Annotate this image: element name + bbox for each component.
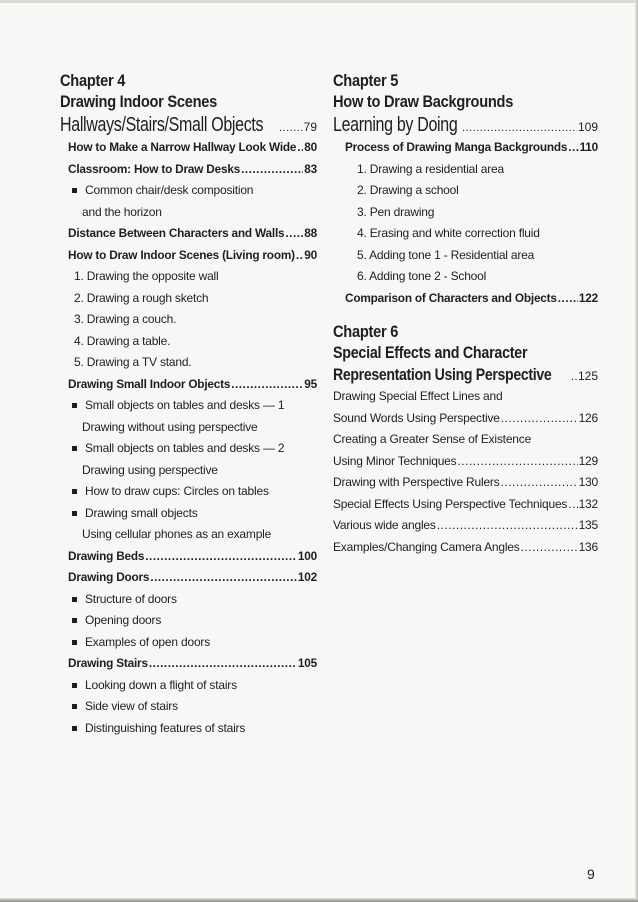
- spacer: [333, 309, 598, 321]
- entry-text: Comparison of Characters and Objects: [345, 290, 557, 305]
- entry-text: Distance Between Characters and Walls: [68, 226, 285, 240]
- toc-subentry: [60, 675, 317, 697]
- entry-text: Using Minor Techniques: [333, 453, 457, 468]
- entry-text: Common chair/desk composition: [85, 183, 254, 197]
- toc-entry: [60, 223, 317, 245]
- toc-step: [333, 223, 598, 245]
- chapter-6-title: Special Effects and Character: [333, 343, 528, 362]
- toc-step: [60, 288, 317, 310]
- entry-text: Opening doors: [85, 613, 162, 627]
- toc-entry: [60, 567, 317, 589]
- entry-text: 5. Adding tone 1 - Residential area: [357, 247, 535, 262]
- page-ref: 135: [578, 518, 598, 532]
- leader-dots: [241, 159, 303, 181]
- toc-subentry: [60, 610, 317, 632]
- bullet-icon: [72, 726, 77, 731]
- toc-subentry: [60, 718, 317, 740]
- bullet-icon: [72, 511, 77, 516]
- entry-text: 3. Drawing a couch.: [74, 312, 177, 326]
- toc-subentry: [60, 438, 317, 460]
- entry-text: Drawing Doors: [68, 570, 150, 584]
- chapter-4-section: [60, 113, 317, 137]
- bullet-icon: [72, 704, 77, 709]
- entry-text: 3. Pen drawing: [357, 204, 435, 219]
- toc-subentry: [60, 395, 317, 417]
- toc-step: [333, 266, 598, 288]
- page-ref: 90: [304, 247, 317, 262]
- leader-dots: [501, 408, 578, 430]
- page-ref: 109: [577, 120, 598, 134]
- bullet-icon: [72, 446, 77, 451]
- toc-step: [60, 352, 317, 374]
- bullet-icon: [72, 489, 77, 494]
- chapter-5-section: [333, 113, 598, 137]
- entry-text: Sound Words Using Perspective: [333, 410, 500, 425]
- entry-text: 1. Drawing the opposite wall: [74, 269, 219, 283]
- page-ref: 122: [578, 290, 598, 305]
- page-ref: 100: [297, 548, 317, 563]
- page-top-edge: [0, 0, 638, 3]
- entry-text: 4. Erasing and white correction fluid: [357, 226, 540, 240]
- toc-subentry: [60, 180, 317, 202]
- toc-subentry-continued: [60, 524, 317, 546]
- page-number: 9: [587, 866, 595, 882]
- leader-dots: [296, 245, 303, 267]
- toc-entry: [60, 546, 317, 568]
- leader-dots: [571, 371, 577, 383]
- leader-dots: [568, 137, 578, 159]
- entry-text: 6. Adding tone 2 - School: [357, 269, 487, 283]
- section-title: Learning by Doing: [333, 114, 458, 136]
- toc-entry: [60, 653, 317, 675]
- toc-entry: [60, 137, 317, 159]
- page-bottom-edge: [0, 898, 638, 902]
- chapter-6-label: Chapter 6: [333, 322, 399, 341]
- leader-dots: [297, 137, 303, 159]
- toc-column-left: [60, 70, 317, 739]
- entry-text: Process of Drawing Manga Backgrounds: [345, 140, 568, 154]
- leader-dots: [558, 288, 578, 310]
- bullet-icon: [72, 618, 77, 623]
- toc-entry: [333, 537, 598, 559]
- toc-entry: [333, 288, 598, 310]
- bullet-icon: [72, 683, 77, 688]
- page-ref: 83: [304, 161, 317, 176]
- toc-column-right: [333, 70, 598, 558]
- page-ref: 80: [304, 140, 317, 154]
- leader-dots: [457, 451, 577, 473]
- toc-entry: [60, 374, 317, 396]
- toc-entry: [333, 429, 598, 451]
- toc-subentry-continued: [60, 202, 317, 224]
- toc-subentry: [60, 481, 317, 503]
- entry-text: Various wide angles: [333, 518, 436, 532]
- bullet-icon: [72, 188, 77, 193]
- toc-entry: [333, 472, 598, 494]
- leader-dots: [521, 537, 578, 559]
- entry-text: Structure of doors: [85, 591, 177, 606]
- entry-text: Drawing small objects: [85, 505, 198, 520]
- chapter-5-label: Chapter 5: [333, 71, 399, 90]
- toc-entry: [333, 137, 598, 159]
- page-ref: 79: [303, 120, 317, 134]
- toc-subentry: [60, 503, 317, 525]
- toc-step: [333, 159, 598, 181]
- entry-text: Distinguishing features of stairs: [85, 720, 246, 735]
- toc-step: [60, 331, 317, 353]
- page-ref: 136: [578, 539, 598, 554]
- page-ref: 95: [304, 376, 317, 391]
- chapter-4-label: Chapter 4: [60, 71, 126, 90]
- leader-dots: [437, 515, 578, 537]
- entry-text: Using cellular phones as an example: [82, 527, 272, 541]
- entry-text: Drawing Special Effect Lines and: [333, 389, 503, 403]
- leader-dots: [279, 122, 303, 134]
- bullet-icon: [72, 597, 77, 602]
- toc-step: [333, 202, 598, 224]
- chapter-5-title: How to Draw Backgrounds: [333, 92, 514, 111]
- toc-entry: [333, 408, 598, 430]
- page-ref: 129: [578, 453, 598, 468]
- toc-subentry: [60, 632, 317, 654]
- entry-text: Drawing using perspective: [82, 462, 218, 477]
- chapter-4-title: Drawing Indoor Scenes: [60, 92, 218, 111]
- page-ref: 126: [578, 410, 598, 425]
- leader-dots: [145, 546, 297, 568]
- page-ref: 110: [579, 140, 598, 154]
- leader-dots: [462, 122, 577, 134]
- toc-step: [60, 266, 317, 288]
- toc-subentry-continued: [60, 417, 317, 439]
- page-ref: 102: [297, 570, 317, 584]
- entry-text: Looking down a flight of stairs: [85, 677, 237, 692]
- section-title: Representation Using Perspective: [333, 365, 552, 384]
- entry-text: 2. Drawing a school: [357, 183, 459, 197]
- bullet-icon: [72, 403, 77, 408]
- page-ref: 105: [297, 656, 317, 670]
- entry-text: Drawing with Perspective Rulers: [333, 475, 500, 489]
- section-title: Hallways/Stairs/Small Objects: [60, 114, 264, 136]
- entry-text: How to Draw Indoor Scenes (Living room): [68, 247, 295, 262]
- toc-entry: [333, 515, 598, 537]
- toc-step: [333, 245, 598, 267]
- entry-text: 1. Drawing a residential area: [357, 161, 504, 176]
- entry-text: Special Effects Using Perspective Techniques: [333, 496, 568, 511]
- entry-text: Drawing Beds: [68, 548, 145, 563]
- toc-entry: [60, 159, 317, 181]
- entry-text: Small objects on tables and desks — 2: [85, 441, 285, 455]
- leader-dots: [285, 223, 303, 245]
- page-ref: 88: [304, 226, 317, 240]
- page-ref: 125: [577, 369, 598, 383]
- leader-dots: [150, 567, 297, 589]
- toc-entry: [333, 386, 598, 408]
- page-ref: 132: [578, 496, 598, 511]
- entry-text: Drawing Stairs: [68, 656, 148, 670]
- entry-text: How to draw cups: Circles on tables: [85, 484, 269, 498]
- leader-dots: [501, 472, 578, 494]
- entry-text: Examples/Changing Camera Angles: [333, 539, 520, 554]
- entry-text: 2. Drawing a rough sketch: [74, 290, 209, 305]
- toc-step: [60, 309, 317, 331]
- entry-text: and the horizon: [82, 204, 162, 219]
- toc-entry: [333, 451, 598, 473]
- chapter-6-section: [333, 364, 598, 386]
- entry-text: Classroom: How to Draw Desks: [68, 161, 241, 176]
- entry-text: Drawing without using perspective: [82, 419, 258, 434]
- toc-entry: [60, 245, 317, 267]
- bullet-icon: [72, 640, 77, 645]
- entry-text: Creating a Greater Sense of Existence: [333, 432, 532, 446]
- entry-text: Drawing Small Indoor Objects: [68, 376, 231, 391]
- entry-text: Examples of open doors: [85, 634, 211, 649]
- toc-subentry-continued: [60, 460, 317, 482]
- toc-subentry: [60, 696, 317, 718]
- leader-dots: [149, 653, 297, 675]
- leader-dots: [231, 374, 303, 396]
- entry-text: Small objects on tables and desks — 1: [85, 398, 285, 412]
- toc-step: [333, 180, 598, 202]
- entry-text: 5. Drawing a TV stand.: [74, 355, 192, 369]
- entry-text: Side view of stairs: [85, 699, 178, 713]
- page-ref: 130: [578, 475, 598, 489]
- toc-entry: [333, 494, 598, 516]
- entry-text: How to Make a Narrow Hallway Look Wide: [68, 140, 297, 154]
- toc-subentry: [60, 589, 317, 611]
- leader-dots: [568, 494, 577, 516]
- entry-text: 4. Drawing a table.: [74, 333, 171, 348]
